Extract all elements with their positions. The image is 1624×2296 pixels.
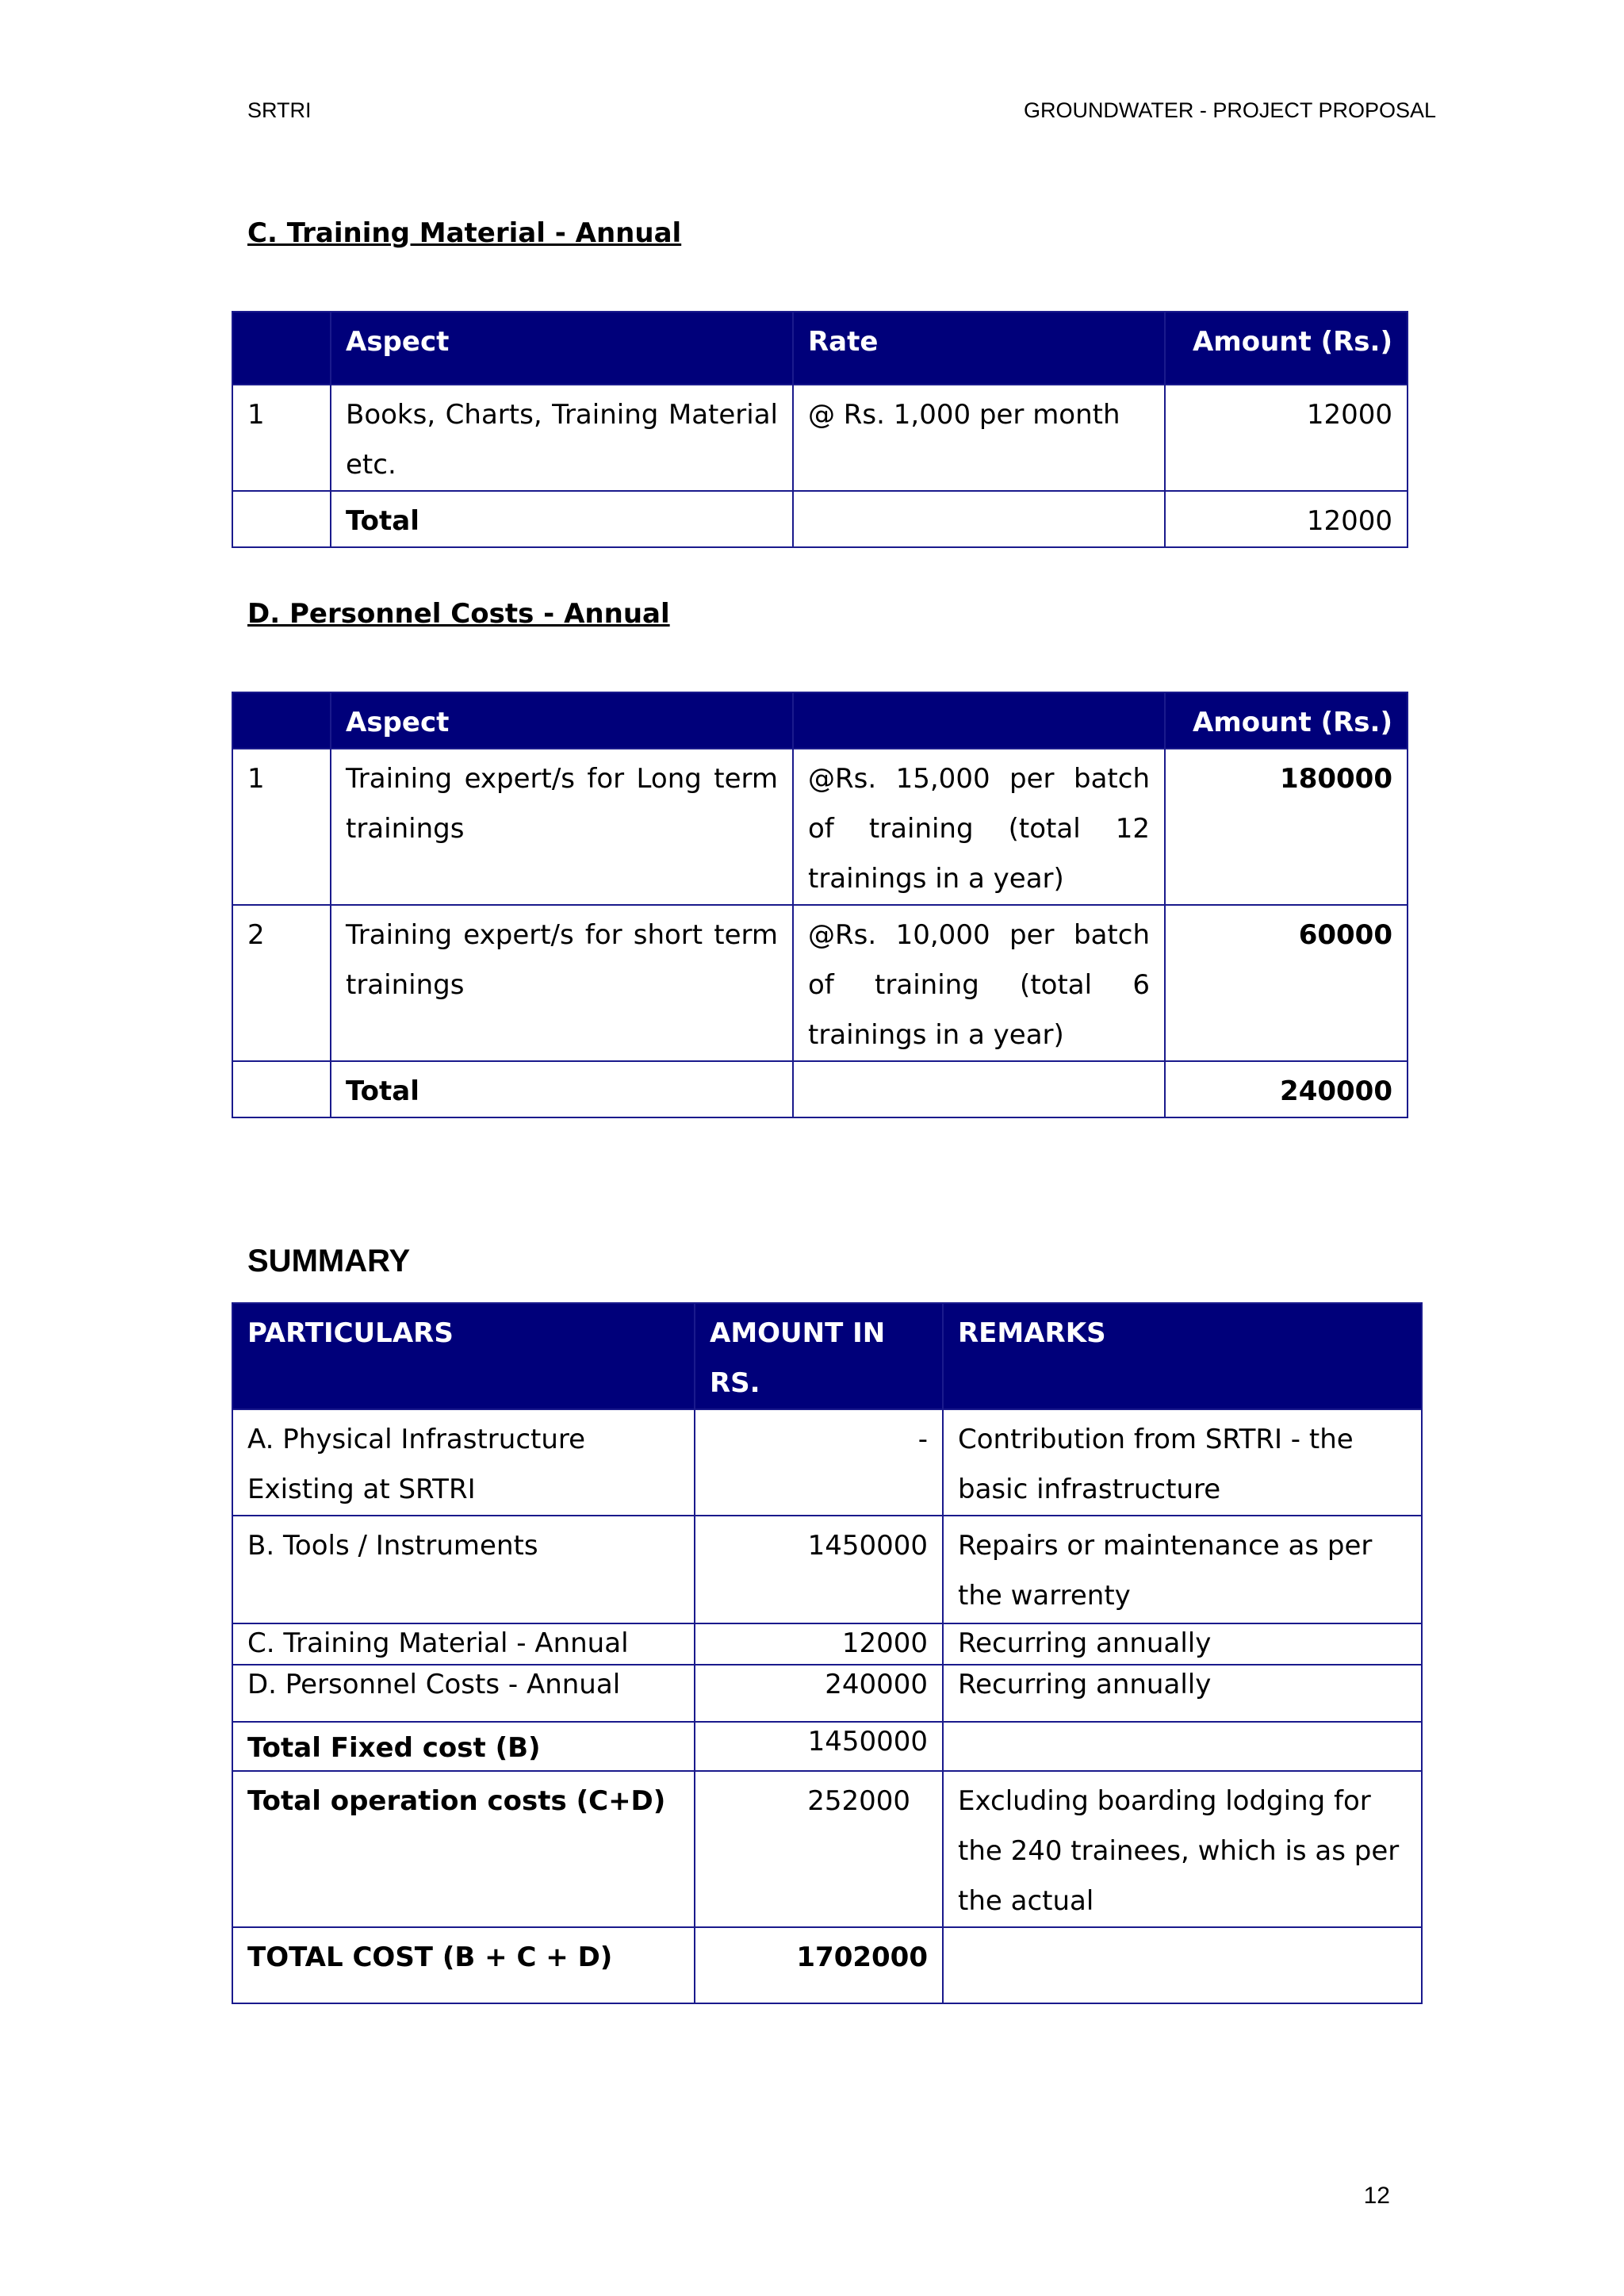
row-no: 1 — [232, 749, 331, 905]
personnel-costs-table — [232, 692, 1408, 1118]
row-particulars: B. Tools / Instruments — [232, 1516, 695, 1623]
table-row — [232, 1771, 1422, 1927]
table-row — [232, 1927, 1422, 2003]
total-row — [232, 491, 1408, 547]
summary-table — [232, 1302, 1423, 2004]
total-amount: 12000 — [1165, 491, 1408, 547]
section-c-title: C. Training Material - Annual — [247, 217, 682, 249]
row-amount: 1450000 — [695, 1516, 943, 1623]
table-header-row — [232, 692, 1408, 749]
row-amount: 1450000 — [695, 1722, 943, 1771]
table-row — [232, 1665, 1422, 1722]
header-right: GROUNDWATER - PROJECT PROPOSAL — [1023, 98, 1436, 122]
page-number: 12 — [1363, 2183, 1390, 2209]
table-header-row — [232, 1303, 1422, 1409]
row-rate: @Rs. 15,000 per batch of training (total 12 trainings in a year) — [793, 749, 1165, 905]
total-amount: 240000 — [1165, 1061, 1408, 1117]
row-rate: @ Rs. 1,000 per month — [793, 385, 1165, 491]
row-amount: 240000 — [695, 1665, 943, 1722]
row-remarks: Recurring annually — [943, 1623, 1422, 1665]
col-header-particulars: PARTICULARS — [232, 1303, 695, 1409]
row-aspect: Training expert/s for Long term trainings — [331, 749, 793, 905]
row-rate: @Rs. 10,000 per batch of training (total 6 trainings in a year) — [793, 905, 1165, 1061]
row-remarks — [943, 1722, 1422, 1771]
table-row — [232, 1623, 1422, 1665]
row-amount: 12000 — [1165, 385, 1408, 491]
table-header-row — [232, 312, 1408, 385]
row-amount: 180000 — [1165, 749, 1408, 905]
header-left: SRTRI — [247, 98, 312, 122]
col-header-no — [232, 692, 331, 749]
total-rate — [793, 491, 1165, 547]
table-row — [232, 1516, 1422, 1623]
row-particulars: D. Personnel Costs - Annual — [232, 1665, 695, 1722]
total-label: Total — [331, 1061, 793, 1117]
row-remarks: Recurring annually — [943, 1665, 1422, 1722]
total-label: Total — [331, 491, 793, 547]
row-aspect: Books, Charts, Training Material etc. — [331, 385, 793, 491]
row-amount: 252000 — [695, 1771, 943, 1927]
section-d-title: D. Personnel Costs - Annual — [247, 598, 670, 630]
row-no: 1 — [232, 385, 331, 491]
row-amount: 60000 — [1165, 905, 1408, 1061]
row-amount: - — [695, 1409, 943, 1516]
row-remarks: Excluding boarding lodging for the 240 trainees, which is as per the actual — [943, 1771, 1422, 1927]
col-header-remarks: REMARKS — [943, 1303, 1422, 1409]
row-remarks: Contribution from SRTRI - the basic infrastructure — [943, 1409, 1422, 1516]
row-no: 2 — [232, 905, 331, 1061]
col-header-amount: Amount (Rs.) — [1165, 312, 1408, 385]
table-row — [232, 1409, 1422, 1516]
col-header-amount: AMOUNT IN RS. — [695, 1303, 943, 1409]
col-header-amount: Amount (Rs.) — [1165, 692, 1408, 749]
row-particulars: TOTAL COST (B + C + D) — [232, 1927, 695, 2003]
total-row — [232, 1061, 1408, 1117]
table-row — [232, 385, 1408, 491]
summary-title: SUMMARY — [247, 1244, 411, 1278]
row-particulars: Total operation costs (C+D) — [232, 1771, 695, 1927]
row-particulars: Total Fixed cost (B) — [232, 1722, 695, 1771]
training-material-table — [232, 311, 1408, 548]
row-particulars: A. Physical Infrastructure Existing at SRTRI — [232, 1409, 695, 1516]
row-aspect: Training expert/s for short term trainings — [331, 905, 793, 1061]
col-header-aspect: Aspect — [331, 692, 793, 749]
col-header-rate — [793, 692, 1165, 749]
table-row — [232, 1722, 1422, 1771]
col-header-aspect: Aspect — [331, 312, 793, 385]
total-no — [232, 1061, 331, 1117]
total-rate — [793, 1061, 1165, 1117]
row-amount: 1702000 — [695, 1927, 943, 2003]
table-row — [232, 749, 1408, 905]
total-no — [232, 491, 331, 547]
row-remarks — [943, 1927, 1422, 2003]
table-row — [232, 905, 1408, 1061]
col-header-rate: Rate — [793, 312, 1165, 385]
row-particulars: C. Training Material - Annual — [232, 1623, 695, 1665]
row-remarks: Repairs or maintenance as per the warrenty — [943, 1516, 1422, 1623]
col-header-no — [232, 312, 331, 385]
row-amount: 12000 — [695, 1623, 943, 1665]
